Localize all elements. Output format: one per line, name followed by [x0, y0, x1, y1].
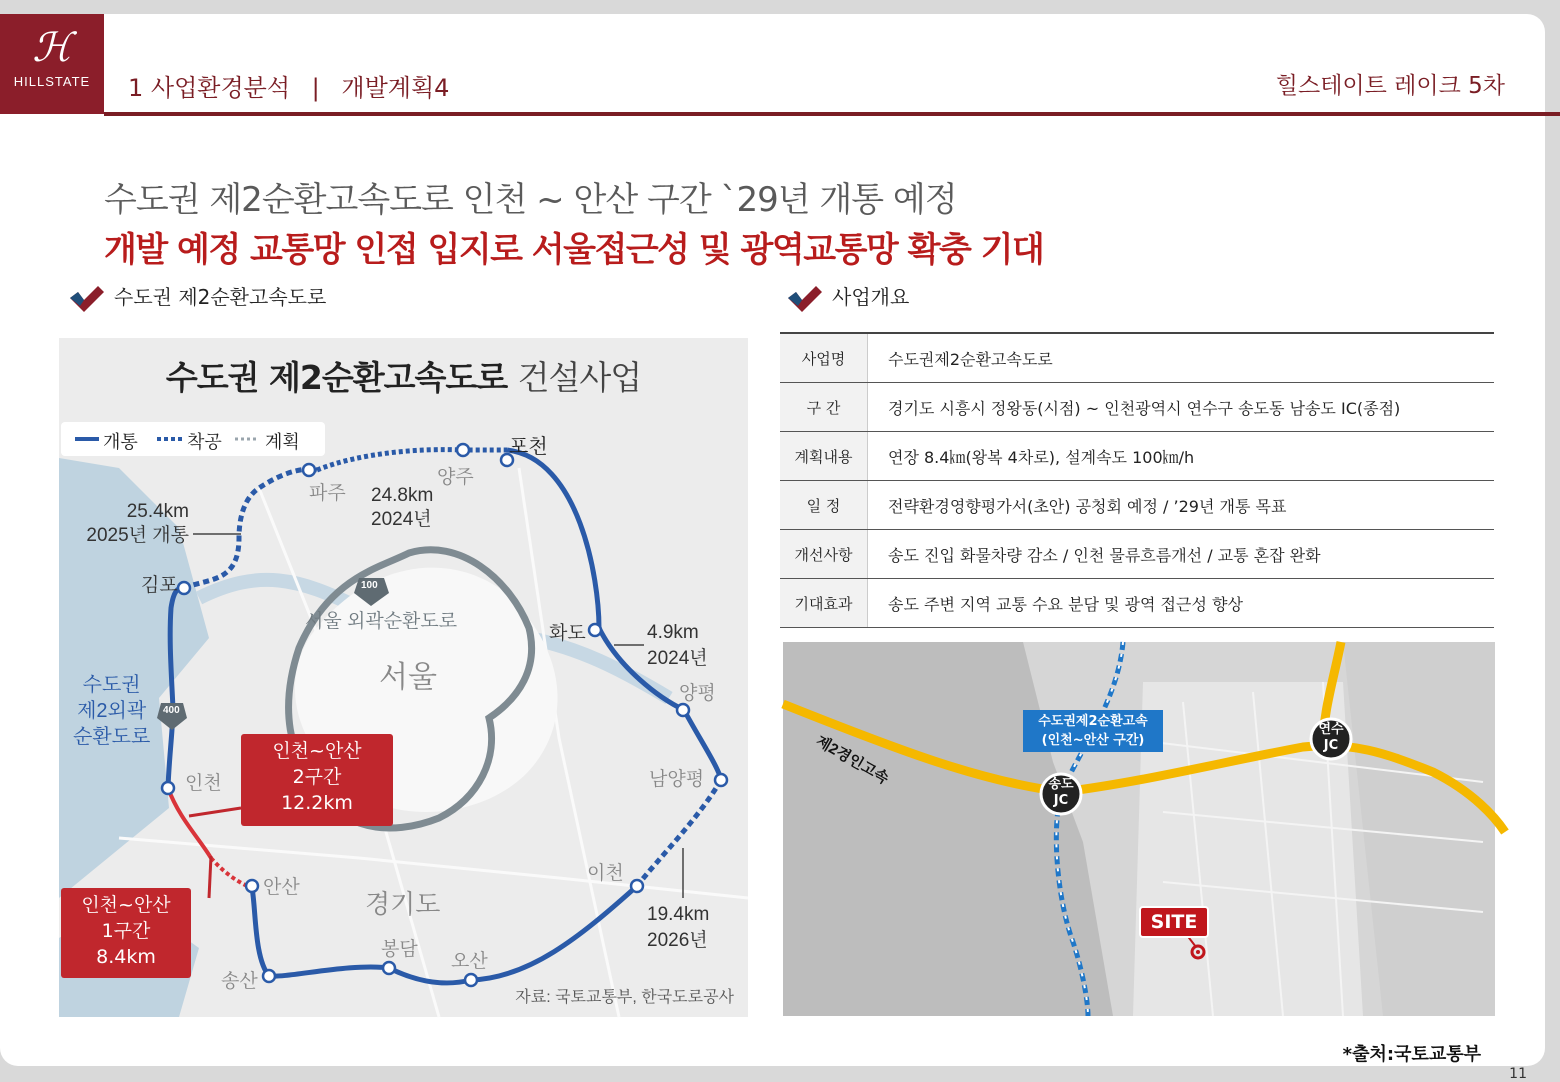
map-title: 수도권 제2순환고속도로 건설사업: [165, 358, 642, 397]
header-project: 힐스테이트 레이크 5차: [1275, 73, 1505, 99]
note-paju: 25.4km 2025년 개통: [86, 501, 189, 546]
place-icheon: 이천: [587, 863, 624, 884]
table-row: [780, 383, 1494, 432]
table-row: [780, 481, 1494, 530]
right-section-title: 사업개요: [788, 281, 909, 312]
legend-planned: 계획: [265, 432, 300, 453]
ring-expressway-callout: 수도권제2순환고속 (인천~안산 구간): [1023, 710, 1163, 752]
header-section: 1 사업환경분석: [128, 74, 291, 102]
map-legend: [61, 422, 325, 456]
row-value: 경기도 시흥시 정왕동(시점) ~ 인천광역시 연수구 송도동 남송도 IC(종점): [868, 383, 1495, 432]
footer-source: *출처:국토교통부: [1342, 1044, 1481, 1065]
header-breadcrumb: [128, 68, 449, 103]
site-map-graphic: [783, 642, 1495, 1016]
page-number: 11: [1509, 1066, 1527, 1082]
header-page-name: 개발계획4: [341, 74, 450, 102]
ring-expressway-map: [59, 338, 748, 1017]
place-namyangpyeong: 남양평: [649, 769, 705, 790]
seoul-ring-label: 서울 외곽순환도로: [305, 611, 458, 632]
place-songsan: 송산: [221, 971, 258, 992]
row-key: 일 정: [780, 481, 868, 530]
note-icheon: 19.4km 2026년: [647, 904, 710, 951]
row-key: 기대효과: [780, 579, 868, 628]
place-hwado: 화도: [549, 623, 586, 644]
header-rule: [104, 112, 1560, 116]
row-key: 구 간: [780, 383, 868, 432]
ring-label: 수도권 제2외곽 순환도로: [73, 674, 151, 748]
row-value: 수도권제2순환고속도로: [868, 333, 1495, 383]
place-yangpyeong: 양평: [679, 683, 716, 704]
headline-line1: 수도권 제2순환고속도로 인천 ~ 안산 구간 `29년 개통 예정: [104, 180, 957, 220]
place-seoul: 서울: [379, 661, 437, 694]
road-label-2nd-gyeongin: 제2경인고속: [813, 732, 892, 788]
table-row: [780, 530, 1494, 579]
table-row: [780, 432, 1494, 481]
row-value: 송도 진입 화물차량 감소 / 인천 물류흐름개선 / 교통 혼잡 완화: [868, 530, 1495, 579]
section2-box: 인천~안산 2구간 12.2km: [241, 734, 393, 826]
overview-table: [780, 332, 1494, 628]
check-icon: [70, 286, 104, 312]
place-osan: 오산: [451, 951, 488, 972]
place-yangju: 양주: [437, 467, 474, 488]
row-key: 사업명: [780, 333, 868, 383]
check-icon: [788, 286, 822, 312]
jc-songdo: 송도 JC: [1048, 777, 1074, 808]
logo-text: HILLSTATE: [13, 74, 91, 89]
note-yangju: 24.8km 2024년: [371, 485, 434, 530]
jc-yeonsu: 연수 JC: [1318, 722, 1344, 753]
site-marker: SITE: [1139, 906, 1209, 938]
shield-100: 100: [361, 580, 378, 591]
place-ansan: 안산: [263, 877, 300, 898]
site-location-map: [783, 642, 1495, 1016]
place-paju: 파주: [309, 483, 346, 504]
headline-line2: 개발 예정 교통망 인접 입지로 서울접근성 및 광역교통망 확충 기대: [104, 230, 1044, 270]
section1-box: 인천~안산 1구간 8.4km: [61, 888, 191, 978]
row-value: 송도 주변 지역 교통 수요 분담 및 광역 접근성 향상: [868, 579, 1495, 628]
row-value: 연장 8.4㎞(왕복 4차로), 설계속도 100㎞/h: [868, 432, 1495, 481]
note-hwado: 4.9km 2024년: [647, 622, 708, 669]
place-bongdam: 봉담: [381, 939, 418, 960]
table-row: [780, 333, 1494, 383]
place-incheon: 인천: [185, 773, 222, 794]
place-pocheon: 포천: [509, 436, 548, 458]
row-key: 개선사항: [780, 530, 868, 579]
place-gimpo: 김포: [141, 575, 178, 596]
shield-400: 400: [163, 705, 180, 716]
legend-open: 개통: [103, 432, 138, 453]
legend-construction: 착공: [187, 432, 222, 453]
row-value: 전략환경영향평가서(초안) 공청회 예정 / ’29년 개통 목표: [868, 481, 1495, 530]
logo-mark-icon: ℋ: [32, 25, 72, 71]
left-section-title: 수도권 제2순환고속도로: [70, 281, 326, 312]
table-row: [780, 579, 1494, 628]
page-card: [0, 14, 1545, 1082]
map-source: 자료: 국토교통부, 한국도로공사: [515, 989, 734, 1006]
row-key: 계획내용: [780, 432, 868, 481]
hillstate-logo: [0, 14, 104, 114]
place-gyeonggi: 경기도: [365, 889, 441, 919]
header-separator: |: [311, 74, 320, 102]
